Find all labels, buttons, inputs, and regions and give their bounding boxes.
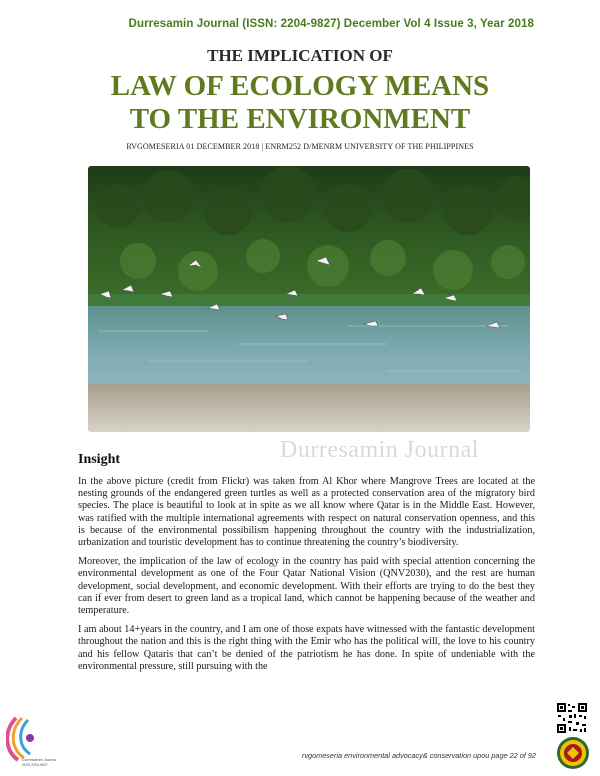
page-footer: rvgomeseria environmental advocacy& conservation upou page 22 of 92 <box>301 751 536 760</box>
photo-illustration <box>88 166 530 432</box>
article-byline: RVGOMESERIA 01 DECEMBER 2018 | ENRM252 D/MENRM UNIVERSITY OF THE PHILIPPINES <box>126 142 474 151</box>
journal-watermark: Durresamin Journal <box>280 437 479 463</box>
article-title <box>0 70 600 136</box>
university-seal <box>556 736 590 770</box>
section-heading: Insight <box>78 452 121 467</box>
journal-header: Durresamin Journal (ISSN: 2204-9827) December Vol 4 Issue 3, Year 2018 <box>128 18 534 30</box>
logo-caption: Durresamin Journal <box>22 757 56 762</box>
title-line-2: TO THE ENVIRONMENT <box>129 103 471 135</box>
paragraph-1: In the above picture (credit from Flickr) was taken from Al Khor where Mangrove Trees are located at the nesting grounds of the endangered green turtles as well as a protected conservation area of the migratory bird species. The place is beautiful to look at in spite as we all know where Qatar is in the Middle East. However, was ratified with the multiple international agreements with respect on natural conservation openness, and this is because of the environmental possibilism happening throughout the country with the industrialization, urbanization and touristic development has to continue threatening the country’s biodiversity. <box>78 476 535 549</box>
paragraph-2: Moreover, the implication of the law of ecology in the country has paid with special attention concerning the environmental development as one of the Four Qatar National Vision (QNV2030), and the rest are human development, social development, and economic development. With their efforts are trying to do the best they can if ever from desert to green land as a tropical land, which cannot be happening because of the weather and temperature. <box>78 556 535 617</box>
journal-logo <box>6 712 56 768</box>
qr-code[interactable] <box>556 702 588 734</box>
article-body <box>78 476 535 680</box>
title-line-1: LAW OF ECOLOGY MEANS <box>110 70 490 102</box>
article-kicker: THE IMPLICATION OF <box>207 46 393 65</box>
paragraph-3: I am about 14+years in the country, and I am one of those expats have witnessed with the fantastic development throughout the nation and this is the right thing with the Emir who has the political will, the love to his country and his fellow Qataris that can’t be denied of the patriotism he has done. In spite of undeniable with the environmental pressure, still pursuing with the <box>78 624 535 672</box>
mangrove-photo <box>88 166 530 432</box>
logo-issn: ISSN 2204-9827 <box>22 763 48 767</box>
